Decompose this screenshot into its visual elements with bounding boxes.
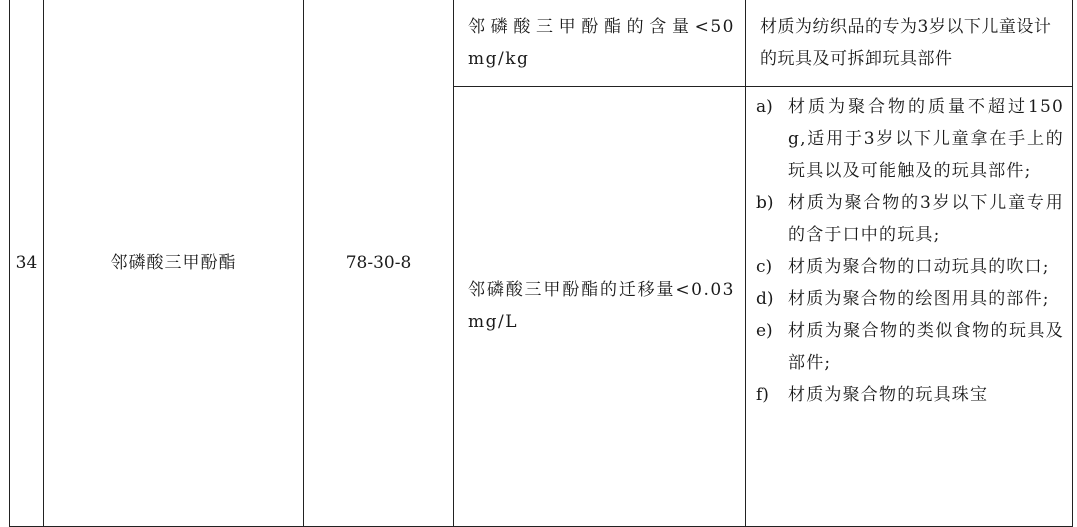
textile-scope-text: 材质为纺织品的专为3岁以下儿童设计的玩具及可拆卸玩具部件 (760, 16, 1052, 69)
item-text: 材质为聚合物的3岁以下儿童专用的含于口中的玩具; (788, 192, 1064, 245)
content-limit-text: 邻磷酸三甲酚酯的含量<50 mg/kg (468, 16, 735, 69)
row-number-cell (10, 0, 44, 526)
list-item (746, 91, 1064, 187)
limit-cell (454, 86, 746, 526)
substance-name: 邻磷酸三甲酚酯 (110, 252, 237, 273)
item-marker: c) (756, 256, 773, 277)
cas-number-cell (304, 0, 454, 526)
list-item (746, 379, 1064, 411)
row-number: 34 (15, 252, 38, 273)
item-text: 材质为聚合物的口动玩具的吹口; (788, 256, 1050, 277)
item-text: 材质为聚合物的质量不超过150 g,适用于3岁以下儿童拿在手上的玩具以及可能触及的玩具部件; (788, 96, 1064, 181)
item-text: 材质为聚合物的类似食物的玩具及部件; (788, 320, 1064, 373)
cas-number: 78-30-8 (345, 252, 412, 273)
scope-cell (746, 86, 1073, 526)
list-item (746, 187, 1064, 251)
scope-cell (746, 0, 1073, 86)
item-text: 材质为聚合物的绘图用具的部件; (788, 288, 1050, 309)
item-marker: a) (756, 96, 773, 117)
item-marker: f) (756, 384, 769, 405)
restricted-substance-table (9, 0, 1073, 527)
item-marker: b) (756, 192, 774, 213)
substance-name-cell (44, 0, 304, 526)
migration-limit-text: 邻磷酸三甲酚酯的迁移量<0.03 mg/L (468, 280, 735, 332)
polymer-scope-list (746, 87, 1072, 411)
item-marker: d) (756, 288, 774, 309)
item-marker: e) (756, 320, 773, 341)
item-text: 材质为聚合物的玩具珠宝 (788, 384, 989, 405)
list-item (746, 315, 1064, 379)
limit-cell (454, 0, 746, 86)
table-row (10, 0, 1073, 86)
list-item (746, 251, 1064, 283)
list-item (746, 283, 1064, 315)
